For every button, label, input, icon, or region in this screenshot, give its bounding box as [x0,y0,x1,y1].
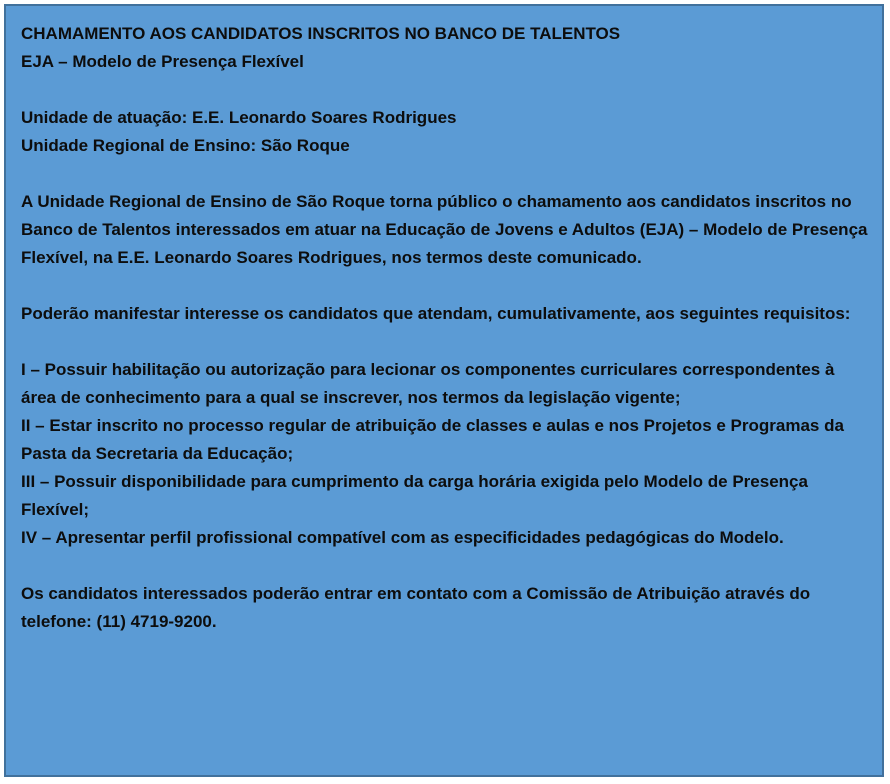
requirement-item: III – Possuir disponibilidade para cumprimento da carga horária exigida pelo Modelo de Presença Flexível; [21,472,808,519]
notice-title: CHAMAMENTO AOS CANDIDATOS INSCRITOS NO BANCO DE TALENTOS [21,24,621,43]
requirement-item: II – Estar inscrito no processo regular de atribuição de classes e aulas e nos Projetos e Programas da Pasta da Secretaria da Educação; [21,416,844,463]
notice-box [4,4,884,777]
contact-paragraph: Os candidatos interessados poderão entrar em contato com a Comissão de Atribuição através do telefone: (11) 4719-9200. [21,584,811,631]
spacer [21,552,868,580]
unidade-atuacao: Unidade de atuação: E.E. Leonardo Soares Rodrigues [21,108,457,127]
spacer [21,76,868,104]
spacer [21,328,868,356]
notice-subtitle: EJA – Modelo de Presença Flexível [21,52,304,71]
unidade-regional: Unidade Regional de Ensino: São Roque [21,136,350,155]
intro-paragraph: A Unidade Regional de Ensino de São Roque torna público o chamamento aos candidatos inscritos no Banco de Talentos interessados em atuar na Educação de Jovens e Adultos (EJA) – Modelo de Presença Flexível, na E.E. Leonardo Soares Rodrigues, nos termos deste comunicado. [21,192,868,267]
spacer [21,272,868,300]
spacer [21,160,868,188]
requirement-item: I – Possuir habilitação ou autorização para lecionar os componentes curriculares correspondentes à área de conhecimento para a qual se inscrever, nos termos da legislação vigente; [21,360,835,407]
requirement-item: IV – Apresentar perfil profissional compatível com as especificidades pedagógicas do Modelo. [21,528,784,547]
requirements-intro: Poderão manifestar interesse os candidatos que atendam, cumulativamente, aos seguintes requisitos: [21,304,851,323]
